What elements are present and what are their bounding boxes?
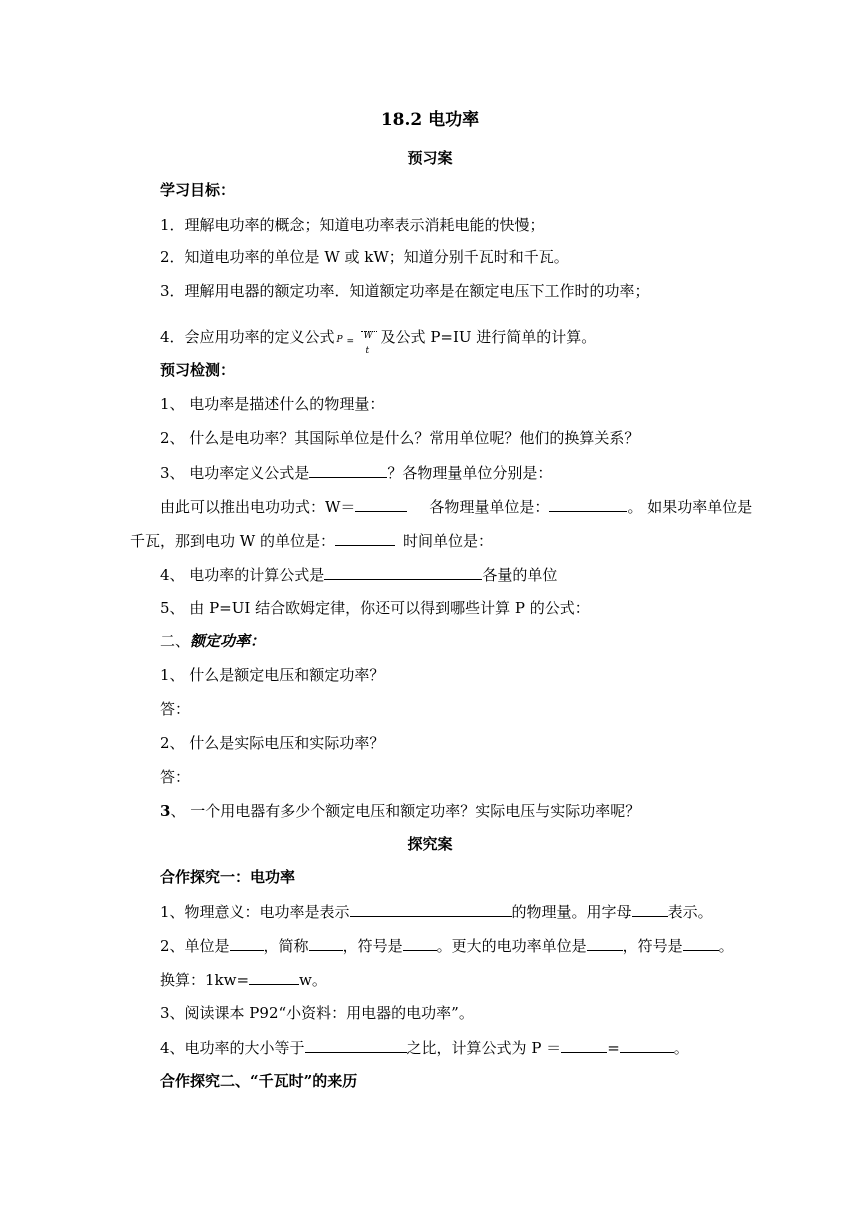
- explore1-text-5: ，简称: [263, 937, 309, 955]
- explore1-text-15: 。: [673, 1039, 689, 1057]
- check-q1: 1、 电功率是描述什么的物理量：: [160, 395, 385, 413]
- section-heading-preview: 预习案: [407, 149, 453, 167]
- check-derive-line-1: [160, 496, 752, 517]
- rated-heading: [160, 631, 265, 651]
- blank-line[interactable]: [683, 935, 719, 951]
- blank-line[interactable]: [561, 1037, 607, 1053]
- rated-q3: [160, 801, 640, 821]
- rated-a2: 答：: [160, 768, 191, 786]
- check-q3-text: 3、 电功率定义公式是: [160, 464, 310, 482]
- check-q2: 2、 什么是电功率？其国际单位是什么？常用单位呢？他们的换算关系？: [160, 429, 640, 447]
- goal-4-text-before: 4．会应用功率的定义公式: [160, 328, 335, 346]
- blank-line[interactable]: [305, 1037, 407, 1053]
- derive-text-1: 由此可以推出电功功式：W＝: [160, 498, 356, 516]
- check-q5: 5、 由 P=UI 结合欧姆定律，你还可以得到哪些计算 P 的公式：: [160, 599, 590, 617]
- check-q4-text: 4、 电功率的计算公式是: [160, 566, 325, 584]
- blank-line[interactable]: [403, 935, 437, 951]
- blank-line[interactable]: [249, 969, 299, 985]
- blank-line[interactable]: [335, 530, 395, 546]
- page-title: 18.2 电功率: [380, 110, 480, 130]
- check-q3-text-after: ？各物理量单位分别是：: [387, 464, 553, 482]
- rated-q3-text: 、 一个用电器有多少个额定电压和额定功率？实际电压与实际功率呢？: [170, 802, 641, 820]
- check-q3: [160, 462, 552, 483]
- blank-line[interactable]: [355, 496, 407, 512]
- rated-q1: 1、 什么是额定电压和额定功率？: [160, 666, 385, 684]
- formula-eq: =: [346, 337, 355, 347]
- explore1-conversion: [160, 969, 327, 990]
- explore1-line-2: [160, 935, 734, 956]
- blank-line[interactable]: [230, 935, 264, 951]
- rated-heading-number: 二、: [160, 632, 191, 650]
- explore1-text-4: 2、单位是: [160, 937, 230, 955]
- check-heading: 预习检测：: [160, 361, 236, 379]
- explore1-line-3: 3、阅读课本 P92“小资料：用电器的电功率”。: [160, 1004, 474, 1022]
- derive-text-5: 时间单位是：: [402, 532, 493, 550]
- blank-line[interactable]: [587, 935, 623, 951]
- explore1-text-11: w。: [299, 971, 327, 989]
- goal-3: 3．理解用电器的额定功率．知道额定功率是在额定电压下工作时的功率；: [160, 282, 650, 300]
- explore1-text-2: 的物理量。用字母: [511, 903, 632, 921]
- blank-line[interactable]: [620, 1037, 674, 1053]
- derive-text-2: 各物理量单位是：: [429, 498, 550, 516]
- explore1-text-7: 。更大的电功率单位是: [436, 937, 587, 955]
- goal-4-text-after: 及公式 P=IU 进行简单的计算。: [380, 328, 597, 346]
- explore1-text-3: 表示。: [667, 903, 713, 921]
- explore1-line-4: [160, 1037, 689, 1058]
- rated-q3-number: 3: [160, 802, 171, 820]
- fraction-bar: [361, 331, 377, 332]
- blank-line[interactable]: [309, 935, 343, 951]
- blank-line[interactable]: [350, 901, 512, 917]
- blank-line[interactable]: [632, 901, 668, 917]
- explore1-text-14: =: [607, 1039, 620, 1057]
- explore1-text-8: ，符号是: [622, 937, 683, 955]
- goal-2: 2．知道电功率的单位是 W 或 kW；知道分别千瓦时和千瓦。: [160, 248, 569, 266]
- rated-a1: 答：: [160, 700, 191, 718]
- check-q4: [160, 564, 557, 585]
- goals-heading: 学习目标：: [160, 181, 236, 199]
- explore1-heading: 合作探究一：电功率: [160, 868, 296, 886]
- formula-t: t: [365, 346, 370, 356]
- power-formula-image: [335, 321, 381, 355]
- explore1-text-1: 1、物理意义：电功率是表示: [160, 903, 350, 921]
- section-heading-explore: 探究案: [407, 835, 453, 853]
- check-derive-line-2: [130, 530, 493, 551]
- rated-q2: 2、 什么是实际电压和实际功率？: [160, 734, 385, 752]
- blank-line[interactable]: [309, 462, 387, 478]
- blank-line[interactable]: [324, 564, 482, 580]
- explore1-text-12: 4、电功率的大小等于: [160, 1039, 305, 1057]
- explore1-text-13: 之比，计算公式为 P ＝: [406, 1039, 562, 1057]
- goal-4: [160, 320, 596, 355]
- explore1-text-9: 。: [718, 937, 734, 955]
- derive-text-4: 千瓦，那到电功 W 的单位是：: [130, 532, 335, 550]
- formula-w: W: [363, 331, 373, 341]
- explore1-text-6: ，符号是: [342, 937, 403, 955]
- blank-line[interactable]: [549, 496, 627, 512]
- explore1-text-10: 换算：1kw=: [160, 971, 250, 989]
- rated-heading-text: 额定功率：: [190, 632, 266, 650]
- derive-text-3: 。 如果功率单位是: [627, 498, 753, 516]
- explore1-line-1: [160, 901, 713, 922]
- check-q4-text-after: 各量的单位: [482, 566, 558, 584]
- explore2-heading: 合作探究二、“千瓦时”的来历: [160, 1072, 358, 1090]
- formula-p: P: [336, 335, 343, 345]
- goal-1: 1．理解电功率的概念；知道电功率表示消耗电能的快慢；: [160, 216, 545, 234]
